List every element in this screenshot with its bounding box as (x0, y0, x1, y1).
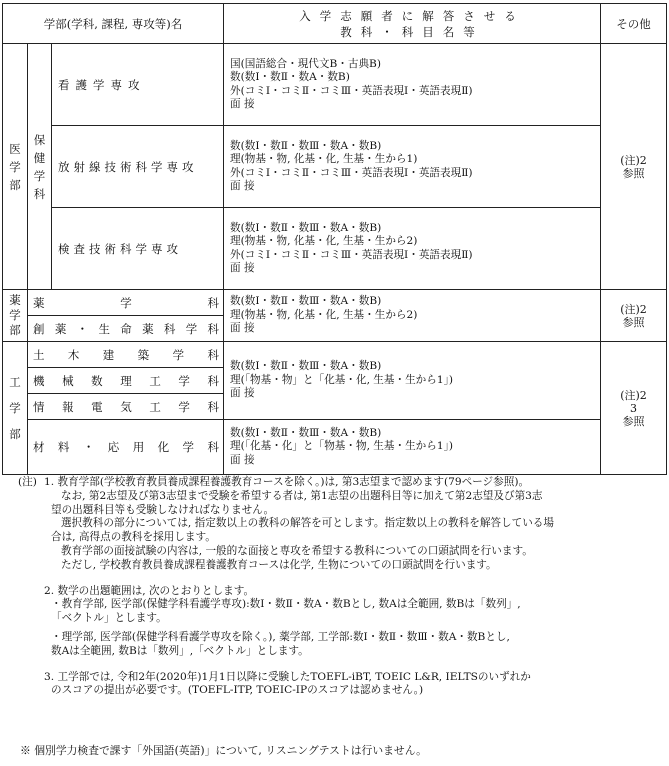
table-header-row (3, 4, 667, 44)
subjects-table (2, 3, 667, 475)
faculty-column-header: 学部(学科, 課程, 専攻等)名 (3, 4, 224, 44)
major-nursing: 看護学専攻 (52, 44, 224, 126)
pharmacy-note: (注)2 参照 (601, 290, 667, 342)
subjects-engineering-a: 数(数Ⅰ・数Ⅱ・数Ⅲ・数A・数B) 理(「物基・物」と「化基・化, 生基・生から1」) 面 接 (224, 342, 601, 420)
engineering-note: (注)2 3 参照 (601, 342, 667, 475)
note-2-line: ・理学部, 医学部(保健学科看護学専攻を除く。), 薬学部, 工学部:数Ⅰ・数Ⅱ・数Ⅲ・数A・数Bとし, (51, 630, 510, 643)
note-2-heading: 2. 数学の出題範囲は, 次のとおりとします。 (44, 584, 255, 597)
table-row (3, 126, 667, 208)
note-2-line: 数Aは全範囲, 数Bは「数列」,「ベクトル」とします。 (51, 644, 309, 657)
department-drug-discovery: 創 薬 ・ 生 命 薬 科 学 科 (28, 316, 224, 342)
closing-remark: ※ 個別学力検査で課す「外国語(英語)」について, リスニングテストは行いません。 (20, 744, 427, 757)
note-1-heading: (注) 1. 教育学部(学校教育教員養成課程養護教育コースを除く。)は, 第3志望まで認めます(79ページ参照)。 (18, 476, 530, 488)
faculty-pharmacy: 薬 学 部 (3, 290, 28, 342)
medicine-note: (注)2 参照 (601, 44, 667, 290)
notes-section (18, 476, 658, 698)
department-materials-chemistry: 材 料 ・ 応 用 化 学 科 (28, 420, 224, 475)
table-row (3, 342, 667, 368)
note-1-line: ただし, 学校教育教員養成課程養護教育コースは化学, 生物についての口頭試問を行います。 (61, 558, 497, 571)
department-information-electrical: 情 報 電 気 工 学 科 (28, 394, 224, 420)
subjects-medical-technology: 数(数Ⅰ・数Ⅱ・数Ⅲ・数A・数B) 理(物基・物, 化基・化, 生基・生から2) 外(コミⅠ・コミⅡ・コミⅢ・英語表現Ⅰ・英語表現Ⅱ) 面 接 (224, 208, 601, 290)
note-1-line: 教育学部の面接試験の内容は, 一般的な面接と専攻を希望する教科についての口頭試問を行います。 (61, 544, 533, 557)
department-civil-architecture: 土 木 建 築 学 科 (28, 342, 224, 368)
notes-label: (注) (18, 476, 37, 488)
subjects-nursing: 国(国語総合・現代文B・古典B) 数(数Ⅰ・数Ⅱ・数A・数B) 外(コミⅠ・コミⅡ・コミⅢ・英語表現Ⅰ・英語表現Ⅱ) 面 接 (224, 44, 601, 126)
note-3-line: のスコアの提出が必要です。(TOEFL-ITP, TOEIC-IPのスコアは認めません。) (51, 684, 424, 697)
subject-column-header: 入学志願者に解答させる 教科・科目名等 (224, 4, 601, 44)
table-row (3, 208, 667, 290)
other-column-header: その他 (601, 4, 667, 44)
note-2-line: ・教育学部, 医学部(保健学科看護学専攻):数Ⅰ・数Ⅱ・数A・数Bとし, 数Aは全範囲, 数Bは「数列」, (51, 598, 521, 611)
note-1-line: 選択教科の部分については, 指定数以上の教科の解答を可とします。指定数以上の教科を解答している場 (61, 517, 554, 530)
major-medical-technology: 検査技術科学専攻 (52, 208, 224, 290)
faculty-medicine: 医 学 部 (3, 44, 28, 290)
faculty-engineering: 工 学 部 (3, 342, 28, 475)
table-row (3, 44, 667, 126)
department-pharmacy: 薬 学 科 (28, 290, 224, 316)
note-1-line: 望の出題科目等も受験しなければなりません。 (51, 503, 275, 516)
department-health-sciences: 保 健 学 科 (28, 44, 52, 290)
subjects-engineering-b: 数(数Ⅰ・数Ⅱ・数Ⅲ・数A・数B) 理(「化基・化」と「物基・物, 生基・生から1」) 面 接 (224, 420, 601, 475)
note-1-line: 合は, 高得点の教科を採用します。 (51, 531, 216, 544)
subjects-pharmacy: 数(数Ⅰ・数Ⅱ・数Ⅲ・数A・数B) 理(物基・物, 化基・化, 生基・生から2) 面 接 (224, 290, 601, 342)
note-2-line: 「ベクトル」とします。 (51, 612, 167, 625)
department-mechanical: 機 械 数 理 工 学 科 (28, 368, 224, 394)
subjects-radiological-technology: 数(数Ⅰ・数Ⅱ・数Ⅲ・数A・数B) 理(物基・物, 化基・化, 生基・生から1) 外(コミⅠ・コミⅡ・コミⅢ・英語表現Ⅰ・英語表現Ⅱ) 面 接 (224, 126, 601, 208)
major-radiological-technology: 放射線技術科学専攻 (52, 126, 224, 208)
table-row (3, 290, 667, 316)
table-row (3, 420, 667, 475)
note-3-heading: 3. 工学部では, 令和2年(2020年)1月1日以降に受験したTOEFL-iBT, TOEIC L&R, IELTSのいずれか (44, 670, 531, 683)
note-1-line: なお, 第2志望及び第3志望まで受験を希望する者は, 第1志望の出題科目等に加えて第2志望及び第3志 (61, 489, 543, 502)
